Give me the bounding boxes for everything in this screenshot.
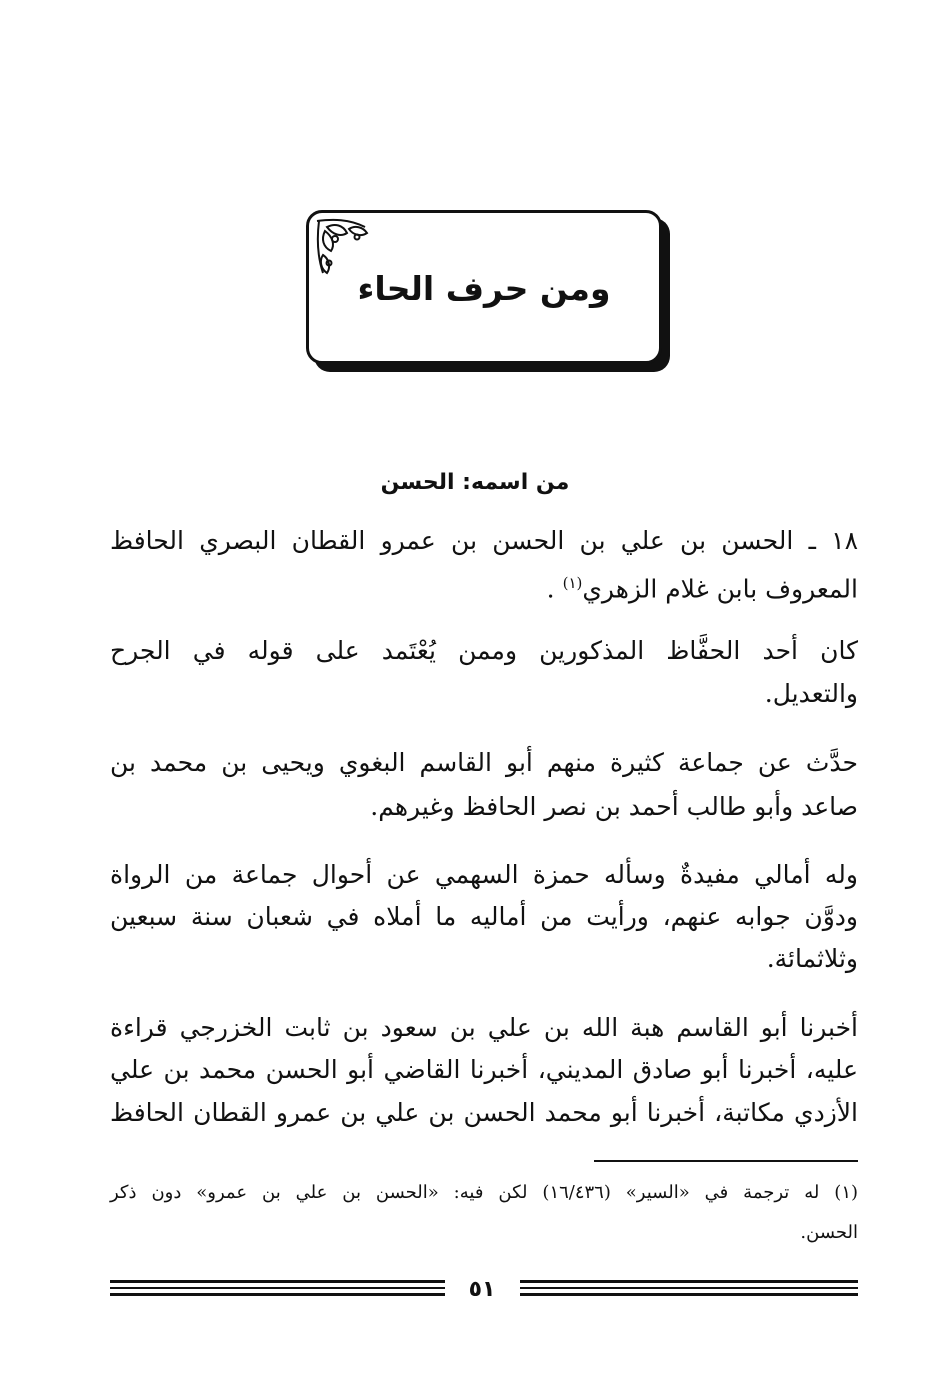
paragraph-line: وله أمالي مفيدةٌ وسأله حمزة السهمي عن أحوال جماعة من الرواة — [110, 860, 858, 889]
paragraph-line: والتعديل. — [764, 679, 858, 708]
paragraph-line: الأزدي مكاتبة، أخبرنا أبو محمد الحسن بن علي بن عمرو القطان الحافظ — [110, 1098, 858, 1127]
entry-line-end: . — [546, 574, 555, 604]
paragraph-line: كان أحد الحفَّاظ المذكورين وممن يُعْتَمد على قوله في الجرح — [110, 636, 858, 665]
entry-line — [110, 566, 858, 606]
paragraph-line: وثلاثمائة. — [766, 944, 858, 973]
entry-line-text: المعروف بابن غلام الزهري — [582, 574, 858, 604]
entry-line: ١٨ ـ الحسن بن علي بن الحسن بن عمرو القطان البصري الحافظ — [110, 526, 858, 555]
page-number-rule-right — [520, 1280, 858, 1298]
page-number-rule-left — [110, 1280, 445, 1298]
paragraph-line: عليه، أخبرنا أبو صادق المديني، أخبرنا القاضي أبو الحسن محمد بن علي — [110, 1055, 858, 1084]
footnote-reference: (١) — [562, 574, 583, 592]
chapter-title: ومن حرف الحاء — [357, 269, 611, 308]
paragraph-line: ودوَّن جوابه عنهم، ورأيت من أماليه ما أملاه في شعبان سنة سبعين — [110, 902, 858, 931]
section-heading: من اسمه: الحسن — [380, 470, 570, 495]
footnote-line: (١) له ترجمة في «السير» (١٦/٤٣٦) لكن فيه: «الحسن بن علي بن عمرو» دون ذكر — [110, 1182, 859, 1203]
paragraph-line: أخبرنا أبو القاسم هبة الله بن علي بن سعود بن ثابت الخزرجي قراءة — [110, 1013, 858, 1042]
chapter-heading-box — [306, 210, 662, 364]
page-number: ٥١ — [468, 1277, 496, 1302]
footnote-line: الحسن. — [800, 1222, 858, 1243]
paragraph-line: صاعد وأبو طالب أحمد بن نصر الحافظ وغيرهم. — [370, 792, 858, 821]
footnote-separator — [594, 1160, 858, 1162]
paragraph-line: حدَّث عن جماعة كثيرة منهم أبو القاسم البغوي ويحيى بن محمد بن — [110, 748, 858, 777]
